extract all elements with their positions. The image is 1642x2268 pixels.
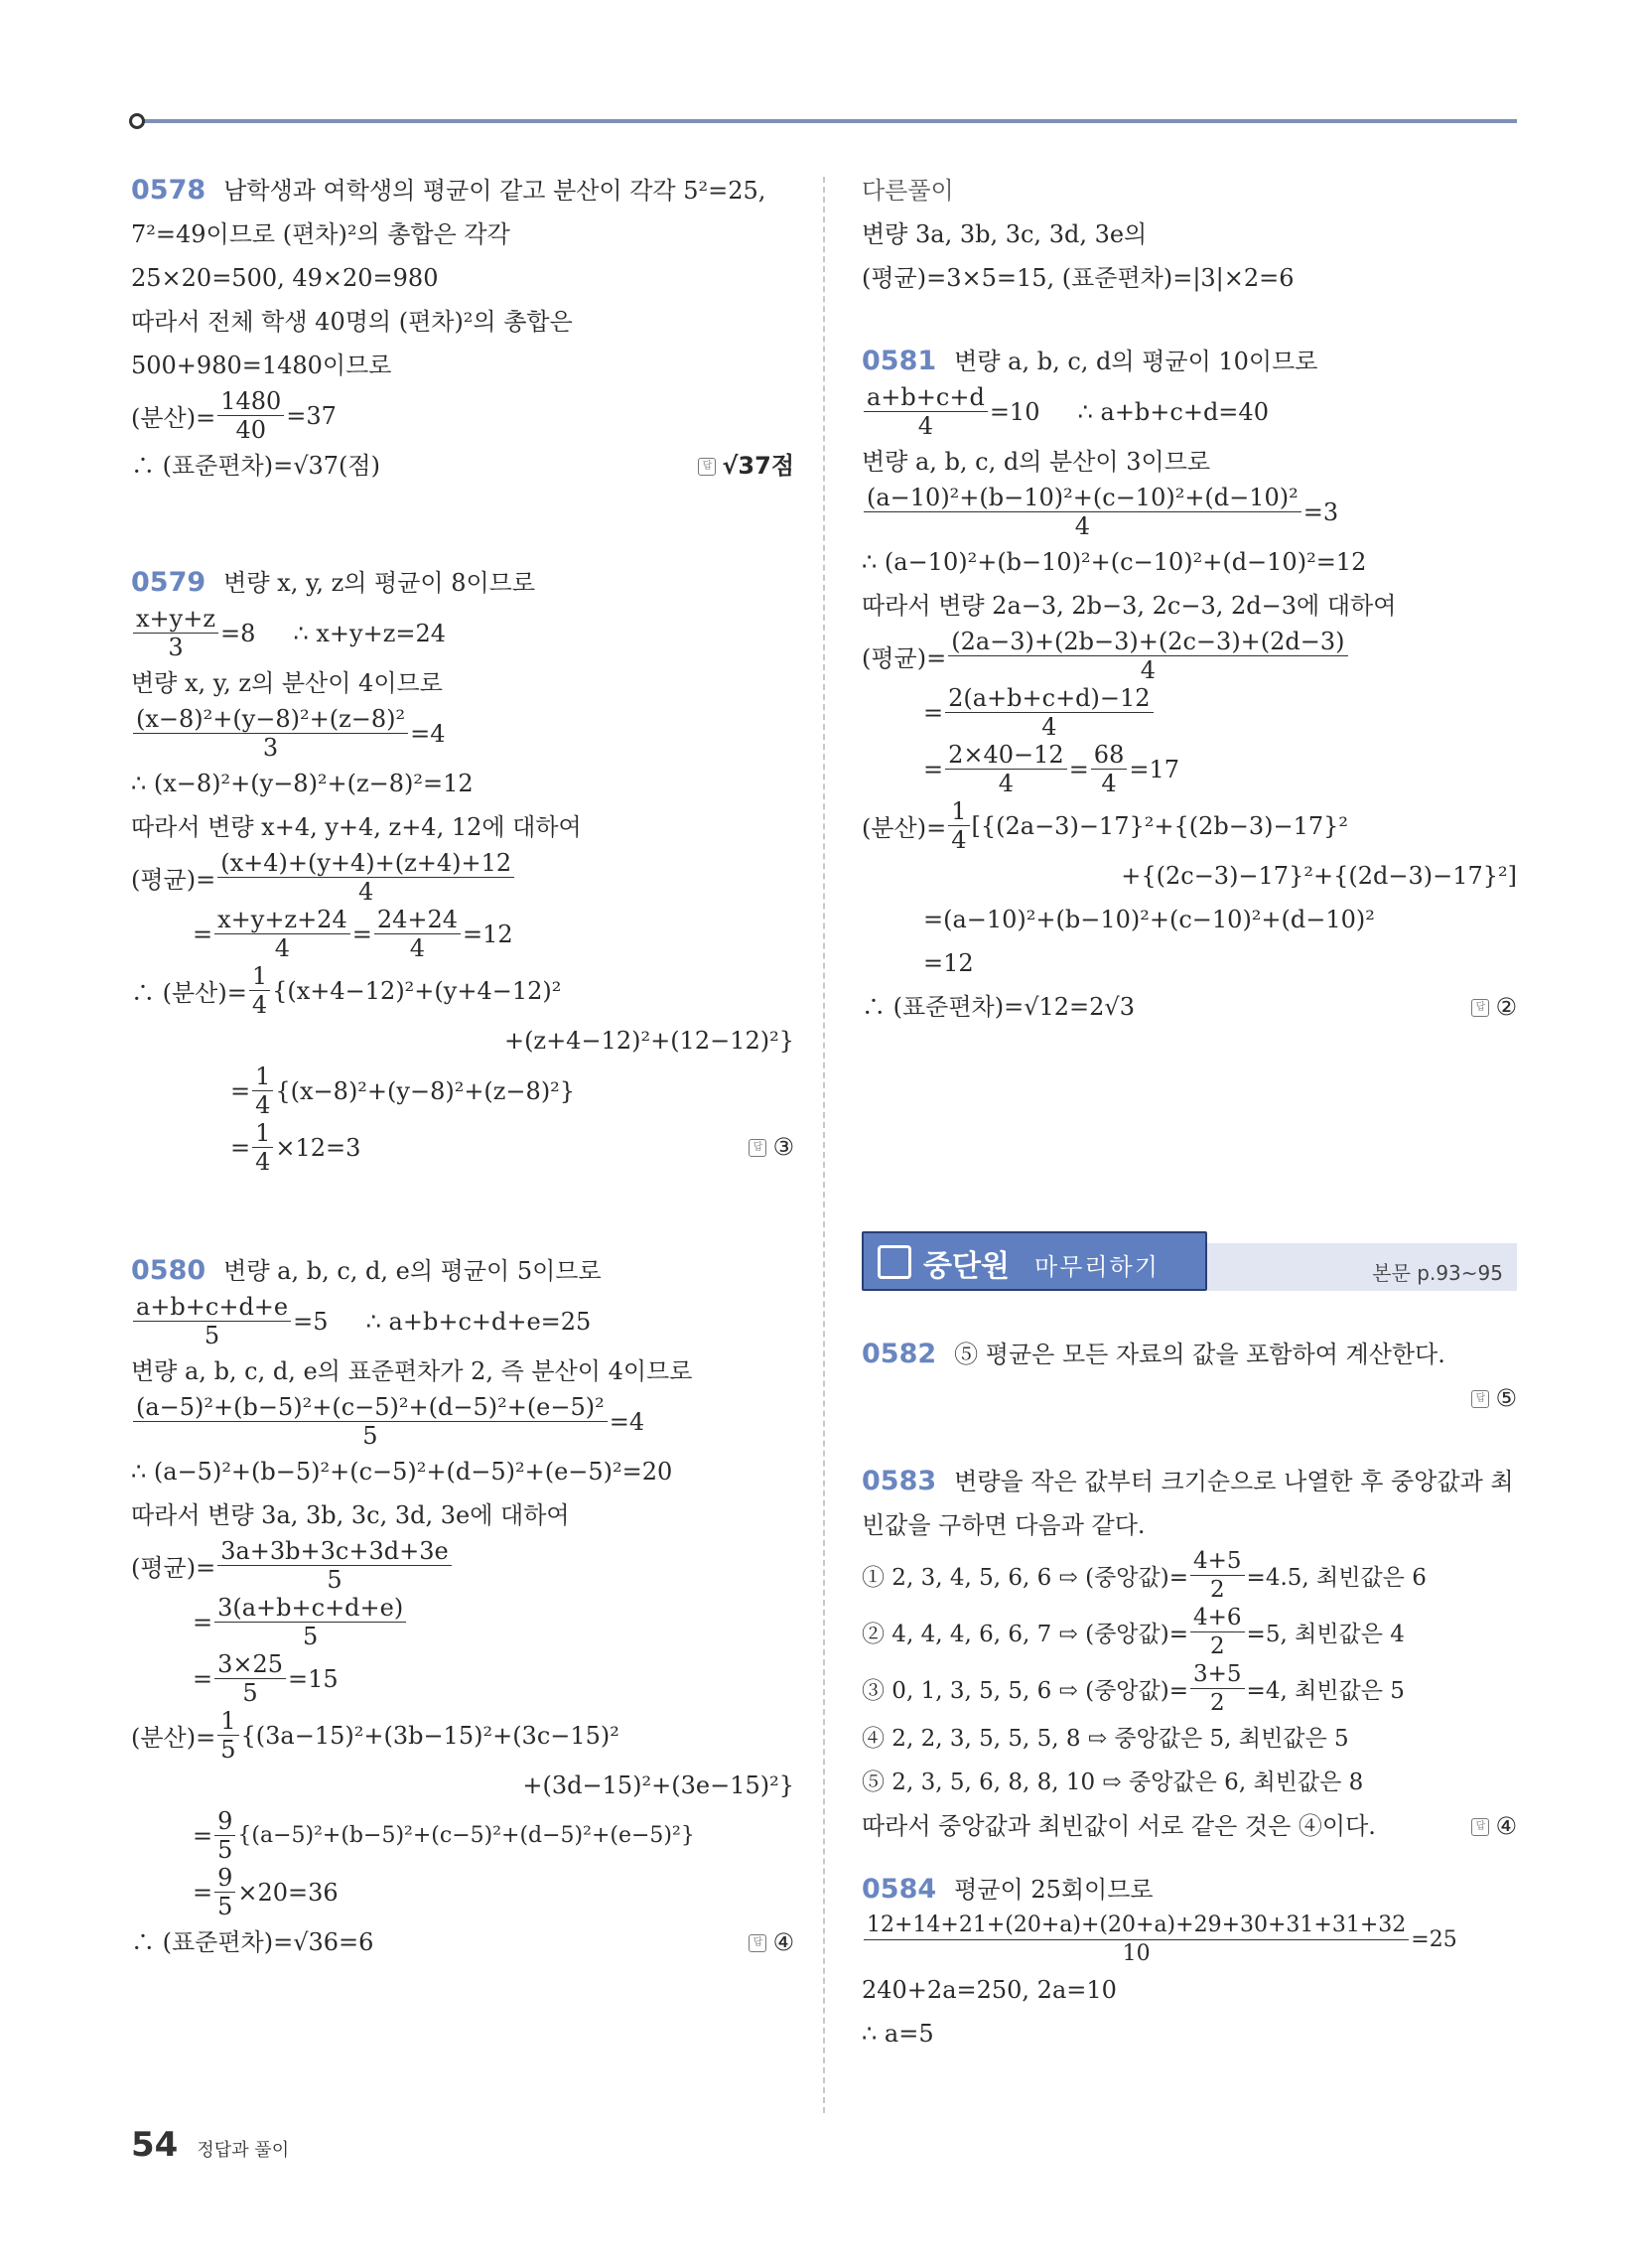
equation: (분산)= $\frac{1480}{40}$ =37 [131, 387, 337, 444]
answer-icon: 답 [1471, 999, 1489, 1017]
answer-icon: 답 [1471, 1818, 1489, 1836]
fraction: $\frac{x+y+z}{3}$ [133, 605, 218, 661]
fraction: $\frac{1}{4}$ [948, 797, 969, 854]
answer-icon: 답 [749, 1139, 766, 1157]
problem-number: 0582 [862, 1339, 937, 1369]
fraction: $\frac{4+5}{2}$ [1190, 1547, 1245, 1604]
right-column [862, 169, 1517, 1029]
problem-0583: 0583 변량을 작은 값부터 크기순으로 나열한 후 중앙값과 최 빈값을 구하면 다음과 같다. ① 2, 3, 4, 5, 6, 6 ⇨ (중앙값)= $\frac{4+5}{2}$ =4.5, 최빈값은 6 ② 4, 4, 4, 6, 6, 7 ⇨ (중앙값)= $\frac{4+6}{2}$ =5, 최빈값은 4 ③ 0, 1, 3, 5, 5, 6 ⇨ (중앙값)= $\frac{3+5}{2}$ =4, 최빈값은 5 ④ 2, 2, 3, 5, 5, 5, 8 ⇨ 중앙값은 5, 최빈값은 5 ⑤ 2, 3, 5, 6, 8, 8, 10 ⇨ 중앙값은 6, 최빈값은 8 따라서 중앙값과 최빈값이 서로 같은 것은 ④이다. 답 ④ [862, 1460, 1517, 1848]
problem-0579: 0579 변량 x, y, z의 평균이 8이므로 $\frac{x+y+z}{3}$ =8 ∴ x+y+z=24 변량 x, y, z의 분산이 4이므로 $\frac{\text{(x−8)²+(y−8)²+(z−8)²}}{3}$ =4 ∴ (x−8)²+(y−8)²+(z−8)²=12 따라서 변량 x+4, y+4, z+4, 12에 대하여 (평균)= $\frac{(x+4)+(y+4)+(z+4)+12}{4}$ = $\frac{x+y+z+24}{4}$ = $\frac{24+24}{4}$ =12 ∴ (분산)= $\frac{1}{4}$ {(x+4−12)²+(y+4−12)² +(z+4−12)²+(12−12)²} = $\frac{1}{4}$ {(x−8)²+(y−8)²+(z−8)²} = $\frac{1}{4}$ ×12=3 답 ③ [131, 567, 794, 1176]
fraction: $\frac{a+b+c+d}{4}$ [864, 383, 988, 440]
fraction: $\frac{9}{5}$ [214, 1864, 235, 1920]
banner-page-ref: 본문 p.93~95 [1372, 1261, 1503, 1285]
page-footer [131, 2125, 289, 2165]
equation: (평균)= $\frac{3a+3b+3c+3d+3e}{5}$ [131, 1537, 794, 1594]
fraction: $\frac{\text{(x−8)²+(y−8)²+(z−8)²}}{3}$ [133, 705, 408, 762]
answer-mark: 답 ③ [749, 1133, 794, 1161]
answer-mark: 답 ④ [749, 1920, 794, 1964]
section-banner [862, 1231, 1517, 1295]
problem-0580: 0580 변량 a, b, c, d, e의 평균이 5이므로 $\frac{a+b+c+d+e}{5}$ =5 ∴ a+b+c+d+e=25 변량 a, b, c, d, e의 표준편차가 2, 즉 분산이 4이므로 $\frac{\text{(a−5)²+(b−5)²+(c−5)²+(d−5)²+(e−5)²}}{5}$ =4 ∴ (a−5)²+(b−5)²+(c−5)²+(d−5)²+(e−5)²=20 따라서 변량 3a, 3b, 3c, 3d, 3e에 대하여 (평균)= $\frac{3a+3b+3c+3d+3e}{5}$ = $\frac{3(a+b+c+d+e)}{5}$ = $\frac{3\times 25}{5}$ =15 (분산)= $\frac{1}{5}$ {(3a−15)²+(3b−15)²+(3c−15)² +(3d−15)²+(3e−15)²} = $\frac{9}{5}$ {(a−5)²+(b−5)²+(c−5)²+(d−5)²+(e−5)²} = $\frac{9}{5}$ ×20=36 ∴ (표준편차)=√36=6 답 ④ [131, 1249, 794, 1964]
equation: (분산)= $\frac{1}{4}$ [{(2a−3)−17}²+{(2b−3)−17}² [862, 797, 1349, 854]
alternate-solution: 다른풀이 변량 3a, 3b, 3c, 3d, 3e의 (평균)=3×5=15, (표준편차)=|3|×2=6 [862, 177, 1295, 292]
column-divider [823, 177, 825, 2113]
fraction: $\frac{x+y+z+24}{4}$ [214, 906, 350, 962]
answer-mark: 답 √37점 [698, 444, 794, 488]
answer-mark: 답 ④ [1471, 1804, 1517, 1848]
page-number: 54 [131, 2125, 179, 2165]
equation: (평균)= $\frac{(2a-3)+(2b-3)+(2c-3)+(2d-3)}{4}$ [862, 628, 1517, 684]
answer-mark: 답 ② [1471, 985, 1517, 1029]
equation: = $\frac{x+y+z+24}{4}$ = $\frac{24+24}{4}$ =12 [193, 906, 513, 962]
equation: = $\frac{3(a+b+c+d+e)}{5}$ [131, 1594, 794, 1650]
fraction: $\frac{a+b+c+d+e}{5}$ [133, 1293, 291, 1349]
fraction: $\frac{1}{4}$ [252, 1063, 273, 1119]
problem-number: 0578 [131, 175, 206, 206]
equation: ① 2, 3, 4, 5, 6, 6 ⇨ (중앙값)= $\frac{4+5}{2}$ =4.5, 최빈값은 6 [862, 1548, 1427, 1603]
answer-icon: 답 [749, 1934, 766, 1952]
problem-0578: 0578 남학생과 여학생의 평균이 같고 분산이 각각 5²=25, 7²=49이므로 (편차)²의 총합은 각각 25×20=500, 49×20=980 따라서 전체 학생 40명의 (편차)²의 총합은 500+980=1480이므로 (분산)= $\frac{1480}{40}$ =37 ∴ (표준편차)=√37(점) 답 √37점 [131, 169, 794, 488]
problem-number: 0583 [862, 1466, 937, 1496]
problem-0584: 0584 평균이 25회이므로 $\frac{12+14+21+(20+a)+(20+a)+29+30+31+31+32}{10}$ =25 240+2a=250, 2a=10 ∴ a=5 [862, 1868, 1517, 2055]
answer-mark: 답 ⑤ [1471, 1376, 1517, 1420]
problem-0581: 0581 변량 a, b, c, d의 평균이 10이므로 $\frac{a+b+c+d}{4}$ =10 ∴ a+b+c+d=40 변량 a, b, c, d의 분산이 3이므로 $\frac{\text{(a−10)²+(b−10)²+(c−10)²+(d−10)²}}{4}$ =3 ∴ (a−10)²+(b−10)²+(c−10)²+(d−10)²=12 따라서 변량 2a−3, 2b−3, 2c−3, 2d−3에 대하여 (평균)= $\frac{(2a-3)+(2b-3)+(2c-3)+(2d-3)}{4}$ = $\frac{2(a+b+c+d)-12}{4}$ = $\frac{2\times 40-12}{4}$ = $\frac{68}{4}$ =17 (분산)= $\frac{1}{4}$ [{(2a−3)−17}²+{(2b−3)−17}² +{(2c−3)−17}²+{(2d−3)−17}²] =(a−10)²+(b−10)²+(c−10)²+(d−10)² =12 ∴ (표준편차)=√12=2√3 답 ② [862, 340, 1517, 1029]
equation: $\frac{\text{(x−8)²+(y−8)²+(z−8)²}}{3}$ =4 [131, 705, 794, 762]
equation: $\frac{12+14+21+(20+a)+(20+a)+29+30+31+31+32}{10}$ =25 [862, 1912, 1517, 1968]
fraction: $\frac{24+24}{4}$ [374, 906, 461, 962]
page-label: 정답과 풀이 [197, 2140, 290, 2161]
equation: $\frac{x+y+z}{3}$ =8 ∴ x+y+z=24 [131, 605, 794, 661]
equation: ② 4, 4, 4, 6, 6, 7 ⇨ (중앙값)= $\frac{4+6}{2}$ =5, 최빈값은 4 [862, 1605, 1405, 1659]
right-column-lower [862, 1333, 1517, 2055]
top-rule-dot [129, 113, 145, 129]
fraction: $\frac{12+14+21+(20+a)+(20+a)+29+30+31+31+32}{10}$ [864, 1912, 1409, 1968]
problem-number: 0581 [862, 346, 937, 376]
left-column [131, 169, 794, 1964]
equation: (분산)= $\frac{1}{5}$ {(3a−15)²+(3b−15)²+(3c−15)² [131, 1707, 619, 1764]
equation: = $\frac{9}{5}$ {(a−5)²+(b−5)²+(c−5)²+(d−5)²+(e−5)²} [193, 1807, 695, 1864]
fraction: $\frac{68}{4}$ [1091, 741, 1128, 797]
fraction: $\frac{\text{(a−10)²+(b−10)²+(c−10)²+(d−10)²}}{4}$ [864, 484, 1301, 540]
fraction: $\frac{(2a-3)+(2b-3)+(2c-3)+(2d-3)}{4}$ [948, 628, 1347, 684]
equation: ③ 0, 1, 3, 5, 5, 6 ⇨ (중앙값)= $\frac{3+5}{2}$ =4, 최빈값은 5 [862, 1661, 1405, 1716]
fraction: $\frac{\text{(a−5)²+(b−5)²+(c−5)²+(d−5)²+(e−5)²}}{5}$ [133, 1393, 608, 1450]
top-rule [137, 119, 1517, 123]
fraction: $\frac{3+5}{2}$ [1190, 1660, 1245, 1717]
equation: = $\frac{9}{5}$ ×20=36 [193, 1864, 339, 1920]
banner-title: 중단원 [923, 1249, 1010, 1284]
equation: = $\frac{2(a+b+c+d)-12}{4}$ [862, 684, 1517, 741]
equation: (평균)= $\frac{(x+4)+(y+4)+(z+4)+12}{4}$ [131, 849, 794, 906]
banner-box [862, 1231, 1207, 1291]
equation: = $\frac{2\times 40-12}{4}$ = $\frac{68}{4}$ =17 [923, 741, 1179, 797]
equation: = $\frac{1}{4}$ {(x−8)²+(y−8)²+(z−8)²} [230, 1063, 576, 1119]
fraction: $\frac{1}{4}$ [252, 1119, 273, 1176]
fraction: $\frac{1}{5}$ [217, 1707, 238, 1764]
equation: ∴ (분산)= $\frac{1}{4}$ {(x+4−12)²+(y+4−12)² [131, 962, 562, 1019]
notebook-icon [878, 1245, 911, 1279]
equation: = $\frac{3\times 25}{5}$ =15 [193, 1650, 339, 1707]
equation: = $\frac{1}{4}$ ×12=3 답 ③ [230, 1119, 794, 1176]
equation: $\frac{a+b+c+d}{4}$ =10 ∴ a+b+c+d=40 [862, 383, 1517, 440]
answer-icon: 답 [1471, 1390, 1489, 1408]
fraction: $\frac{2\times 40-12}{4}$ [945, 741, 1067, 797]
problem-number: 0584 [862, 1874, 937, 1905]
fraction: $\frac{3(a+b+c+d+e)}{5}$ [214, 1594, 406, 1650]
fraction: $\frac{2(a+b+c+d)-12}{4}$ [945, 684, 1153, 741]
problem-number: 0580 [131, 1255, 206, 1286]
fraction: $\frac{4+6}{2}$ [1190, 1604, 1245, 1660]
fraction: $\frac{(x+4)+(y+4)+(z+4)+12}{4}$ [217, 849, 514, 906]
fraction: $\frac{3a+3b+3c+3d+3e}{5}$ [217, 1537, 451, 1594]
fraction: $\frac{1480}{40}$ [217, 387, 284, 444]
equation: $\frac{\text{(a−10)²+(b−10)²+(c−10)²+(d−10)²}}{4}$ =3 [862, 484, 1517, 540]
equation: $\frac{\text{(a−5)²+(b−5)²+(c−5)²+(d−5)²+(e−5)²}}{5}$ =4 [131, 1393, 794, 1450]
problem-0582: 0582 ⑤ 평균은 모든 자료의 값을 포함하여 계산한다. 답 ⑤ [862, 1333, 1517, 1420]
problem-number: 0579 [131, 567, 206, 598]
fraction: $\frac{1}{4}$ [249, 962, 270, 1019]
fraction: $\frac{9}{5}$ [214, 1807, 235, 1864]
banner-subtitle: 마무리하기 [1034, 1253, 1160, 1281]
equation: $\frac{a+b+c+d+e}{5}$ =5 ∴ a+b+c+d+e=25 [131, 1293, 794, 1349]
answer-icon: 답 [698, 458, 716, 476]
fraction: $\frac{3\times 25}{5}$ [214, 1650, 286, 1707]
